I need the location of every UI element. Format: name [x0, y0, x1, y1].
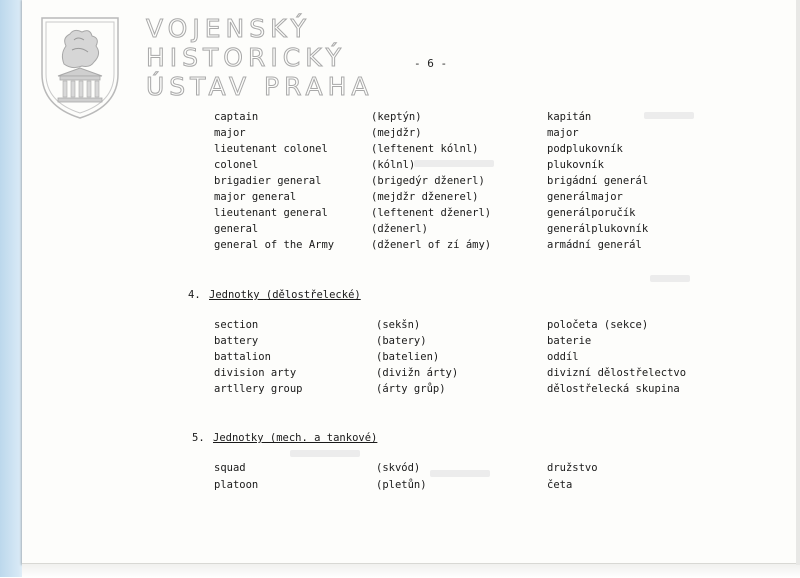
- english-term: major general: [214, 191, 297, 203]
- pronunciation: (mejdžr): [371, 127, 422, 139]
- pronunciation: (divižn árty): [376, 367, 459, 379]
- czech-term: divizní dělostřelectvo: [547, 367, 687, 379]
- english-term: colonel: [214, 159, 259, 171]
- pronunciation: (dženerl): [371, 223, 428, 235]
- english-term: battery: [214, 335, 259, 347]
- english-term: general: [214, 223, 259, 235]
- pronunciation: (árty grůp): [376, 383, 446, 395]
- pronunciation: (leftenent dženerl): [371, 207, 492, 219]
- pronunciation: (skvód): [376, 462, 421, 474]
- pronunciation: (sekšn): [376, 319, 421, 331]
- section-number: 5.: [192, 432, 205, 444]
- pronunciation: (keptýn): [371, 111, 422, 123]
- czech-term: družstvo: [547, 462, 598, 474]
- section-title: Jednotky (mech. a tankové): [213, 432, 378, 444]
- pronunciation: (dženerl of zí ámy): [371, 239, 492, 251]
- english-term: captain: [214, 111, 259, 123]
- czech-term: plukovník: [547, 159, 604, 171]
- czech-term: podplukovník: [547, 143, 623, 155]
- czech-term: armádní generál: [547, 239, 642, 251]
- page-bottom-edge: [22, 563, 800, 578]
- watermark-line: VOJENSKÝ: [146, 14, 311, 43]
- pronunciation: (brigedýr dženerl): [371, 175, 485, 187]
- pronunciation: (leftenent kólnl): [371, 143, 479, 155]
- page-number: - 6 -: [414, 57, 448, 70]
- czech-term: brigádní generál: [547, 175, 649, 187]
- pronunciation: (kólnl): [371, 159, 416, 171]
- english-term: brigadier general: [214, 175, 322, 187]
- english-term: squad: [214, 462, 246, 474]
- czech-term: četa: [547, 479, 573, 491]
- czech-term: kapitán: [547, 111, 592, 123]
- czech-term: poločeta (sekce): [547, 319, 649, 331]
- bleed-through-mark: [430, 470, 490, 477]
- czech-term: baterie: [547, 335, 592, 347]
- bleed-through-mark: [644, 112, 694, 119]
- bleed-through-mark: [650, 275, 690, 282]
- english-term: battalion: [214, 351, 271, 363]
- english-term: artllery group: [214, 383, 303, 395]
- section-number: 4.: [188, 289, 201, 301]
- pronunciation: (batery): [376, 335, 427, 347]
- section-title: Jednotky (dělostřelecké): [209, 289, 361, 301]
- english-term: major: [214, 127, 246, 139]
- czech-term: generálmajor: [547, 191, 623, 203]
- institution-watermark: [146, 14, 374, 101]
- bleed-through-mark: [290, 450, 360, 457]
- english-term: platoon: [214, 479, 259, 491]
- czech-term: oddíl: [547, 351, 579, 363]
- pronunciation: (pletůn): [376, 479, 427, 491]
- english-term: division arty: [214, 367, 297, 379]
- pronunciation: (mejdžr dženerel): [371, 191, 479, 203]
- czech-term: generálplukovník: [547, 223, 649, 235]
- pronunciation: (batelien): [376, 351, 440, 363]
- bleed-through-mark: [414, 160, 494, 167]
- english-term: section: [214, 319, 259, 331]
- czech-term: generálporučík: [547, 207, 636, 219]
- czech-term: dělostřelecká skupina: [547, 383, 680, 395]
- czech-term: major: [547, 127, 579, 139]
- english-term: lieutenant colonel: [214, 143, 328, 155]
- page-right-edge: [796, 0, 800, 565]
- english-term: general of the Army: [214, 239, 335, 251]
- english-term: lieutenant general: [214, 207, 328, 219]
- watermark-line: ÚSTAV PRAHA: [146, 72, 374, 101]
- lion-and-building-crest-icon: [38, 14, 122, 122]
- watermark-line: HISTORICKÝ: [146, 43, 346, 72]
